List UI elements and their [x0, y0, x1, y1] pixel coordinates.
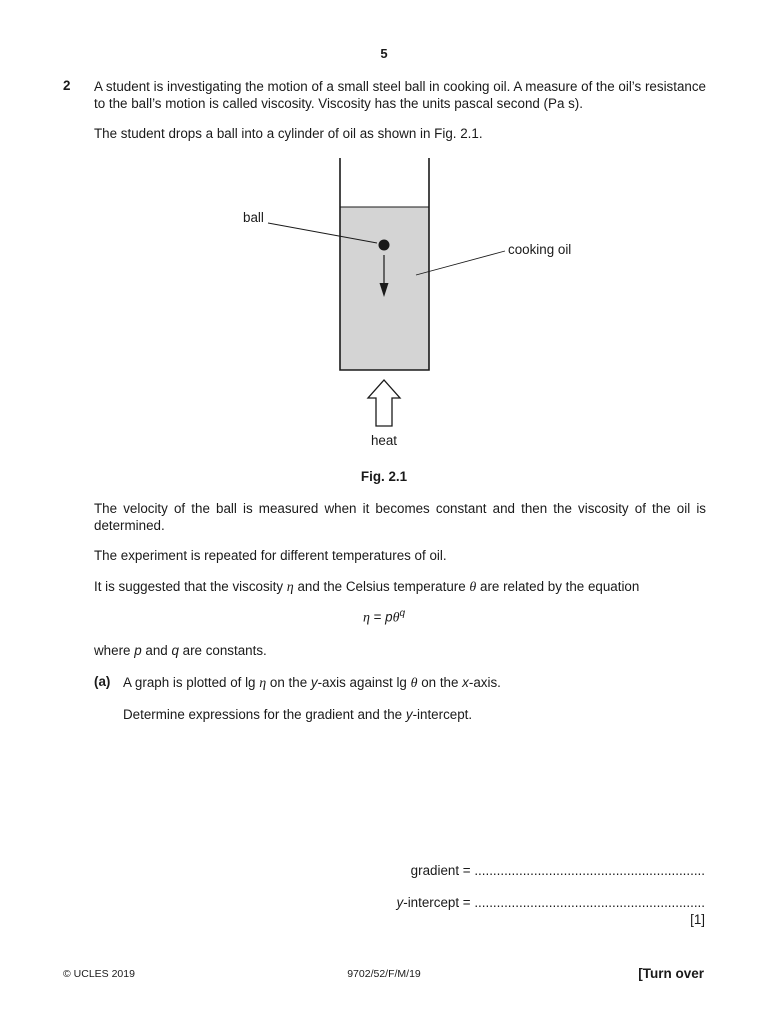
y-intercept-label: -intercept =	[403, 895, 475, 910]
instruction-y: y	[405, 707, 413, 722]
part-a-text-1: A graph is plotted of lg	[123, 675, 260, 690]
eta-symbol: η	[286, 580, 294, 595]
setup-paragraph: The student drops a ball into a cylinder of oil as shown in Fig. 2.1.	[94, 126, 483, 141]
part-a-statement	[123, 674, 706, 692]
constants-text-3: are constants.	[178, 643, 267, 658]
y-intercept-dots[interactable]: ..............................................................	[474, 895, 705, 910]
relation-text-1: It is suggested that the viscosity	[94, 579, 287, 594]
copyright: © UCLES 2019	[63, 968, 135, 980]
constant-q: q	[171, 643, 179, 658]
paper-code: 9702/52/F/M/19	[347, 968, 421, 980]
constant-p: p	[134, 643, 142, 658]
y-intercept-y: y	[396, 895, 404, 910]
steel-ball	[379, 240, 390, 251]
equation-theta: θ	[392, 610, 400, 626]
equation	[0, 608, 768, 626]
repeat-paragraph: The experiment is repeated for different temperatures of oil.	[94, 548, 447, 563]
part-a-theta: θ	[410, 676, 418, 691]
part-a-y-axis: y	[310, 675, 318, 690]
equation-equals: =	[369, 609, 386, 625]
constants-paragraph	[94, 642, 706, 659]
constants-text-2: and	[141, 643, 172, 658]
part-a-instruction	[123, 706, 706, 723]
question-number: 2	[63, 78, 71, 93]
velocity-paragraph: The velocity of the ball is measured when it becomes constant and then the viscosity of the oil is determined.	[94, 501, 706, 533]
part-a-text-4: on the	[417, 675, 463, 690]
intro-paragraph: A student is investigating the motion of a small steel ball in cooking oil. A measure of the oil’s resistance to the ball’s motion is called viscosity. Viscosity has the units pascal second (Pa s).	[94, 79, 706, 111]
part-a-x-axis: x	[462, 675, 469, 690]
page-number: 5	[380, 46, 388, 61]
relation-text-2: and the Celsius temperature	[293, 579, 470, 594]
figure-2-1	[0, 0, 768, 460]
part-a-label: (a)	[94, 674, 111, 689]
part-a-eta: η	[259, 676, 267, 691]
gradient-answer-line[interactable]	[300, 863, 705, 878]
y-intercept-answer-line[interactable]	[300, 895, 705, 910]
equation-lhs: η	[362, 610, 370, 626]
equation-p: p	[385, 609, 393, 625]
cooking-oil-label: cooking oil	[508, 242, 572, 257]
marks-allocation: [1]	[690, 912, 705, 927]
heat-arrow	[368, 380, 400, 426]
figure-caption: Fig. 2.1	[360, 469, 408, 484]
theta-symbol: θ	[469, 580, 477, 595]
equation-exponent-q: q	[399, 608, 406, 619]
ball-label: ball	[243, 210, 264, 225]
part-a-text-2: on the	[266, 675, 311, 690]
part-a-text-3: -axis against lg	[317, 675, 411, 690]
part-a-text-5: -axis.	[468, 675, 501, 690]
relation-paragraph	[94, 578, 706, 596]
gradient-dots[interactable]: ..............................................................	[474, 863, 705, 878]
constants-text-1: where	[94, 643, 135, 658]
turn-over: [Turn over	[638, 966, 704, 981]
instruction-text-2: -intercept.	[412, 707, 473, 722]
heat-label: heat	[370, 433, 398, 448]
gradient-label: gradient =	[410, 863, 475, 878]
relation-text-3: are related by the equation	[476, 579, 640, 594]
instruction-text-1: Determine expressions for the gradient and the	[123, 707, 406, 722]
